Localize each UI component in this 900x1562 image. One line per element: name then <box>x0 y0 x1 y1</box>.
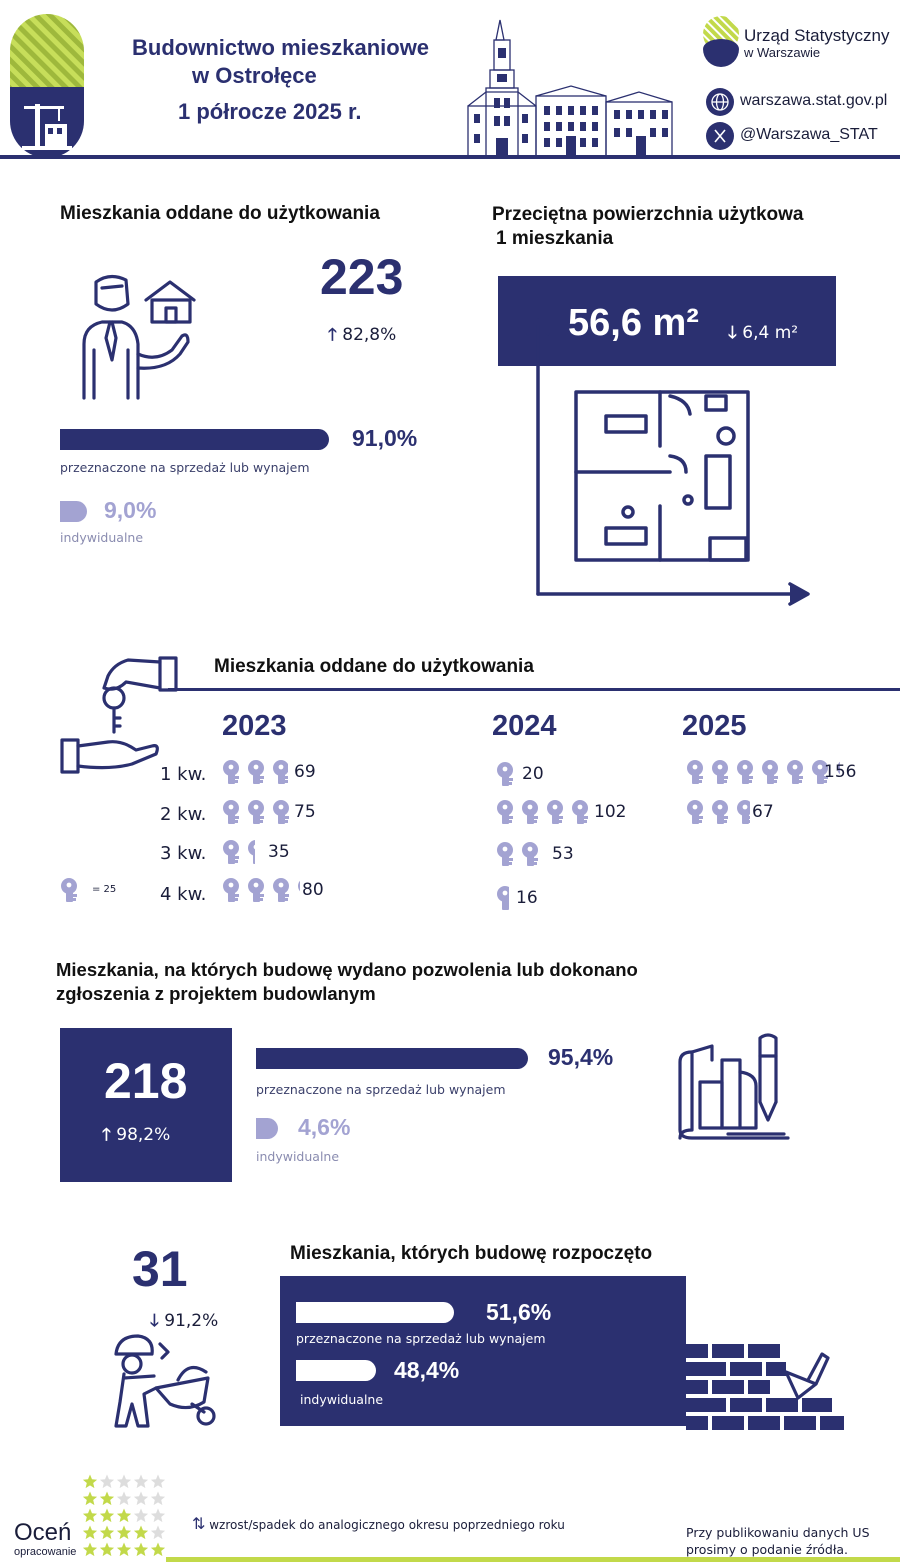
year-2024: 2024 <box>492 710 557 742</box>
source-note-line-1: Przy publikowaniu danych US <box>686 1525 870 1540</box>
keys-2023-q2 <box>220 800 295 826</box>
keys-2025-q2 <box>684 800 751 826</box>
permits-sale-label: przeznaczone na sprzedaż lub wynajem <box>256 1082 506 1097</box>
quarter-label-4: 4 kw. <box>160 884 207 905</box>
period: 1 półrocze 2025 r. <box>178 99 362 124</box>
completed-heading: Mieszkania oddane do użytkowania <box>60 203 380 224</box>
keys-2024-q3 <box>494 842 548 868</box>
value-2023-q4: 80 <box>302 880 324 900</box>
completed-sale-pct: 91,0% <box>352 425 418 451</box>
quarterly-heading: Mieszkania oddane do użytkowania <box>214 656 534 677</box>
worker-wheelbarrow-icon <box>108 1332 224 1430</box>
value-2023-q1: 69 <box>294 762 316 782</box>
website-link[interactable]: warszawa.stat.gov.pl <box>740 92 888 109</box>
avg-area-value: 56,6 m² <box>568 302 699 344</box>
arrow-down-icon: 🡓 <box>728 323 737 343</box>
keys-2024-q1 <box>494 762 514 788</box>
permits-change <box>102 1122 170 1151</box>
twitter-link[interactable]: @Warszawa_STAT <box>740 126 878 143</box>
org-name-line-2: w Warszawie <box>744 45 821 60</box>
floor-plan-icon <box>520 316 820 606</box>
keys-2024-q2 <box>494 800 597 826</box>
up-down-arrows-icon: ⇅ <box>192 1514 206 1533</box>
keys-2023-q4 <box>220 878 301 904</box>
keys-2024-q4 <box>494 886 510 912</box>
permits-heading <box>56 958 638 1006</box>
value-2025-q2: 67 <box>752 802 774 822</box>
completed-individual-pct: 9,0% <box>104 497 157 523</box>
year-2025: 2025 <box>682 710 747 742</box>
completed-sale-label: przeznaczone na sprzedaż lub wynajem <box>60 460 310 475</box>
value-2023-q3: 35 <box>268 842 290 862</box>
completed-individual-bar <box>60 501 87 522</box>
arrow-down-icon: 🡓 <box>150 1311 159 1331</box>
permits-sale-pct: 95,4% <box>548 1044 614 1070</box>
permits-sale-bar <box>256 1048 528 1069</box>
avg-area-change-value: 6,4 m² <box>742 323 799 343</box>
started-heading: Mieszkania, których budowę rozpoczęto <box>290 1243 653 1264</box>
avg-area-heading <box>492 203 803 251</box>
avg-area-heading-line-1: Przeciętna powierzchnia użytkowa <box>492 204 804 225</box>
arrow-up-icon: 🡑 <box>102 1125 111 1145</box>
started-individual-bar <box>296 1360 376 1381</box>
started-sale-label: przeznaczone na sprzedaż lub wynajem <box>296 1331 546 1346</box>
permits-individual-label: indywidualne <box>256 1149 340 1164</box>
source-note-line-2: prosimy o podanie źródła. <box>686 1542 849 1557</box>
permits-heading-line-1: Mieszkania, na których budowę wydano pozwolenia lub dokonano <box>56 959 638 980</box>
permits-individual-bar <box>256 1118 278 1139</box>
started-individual-label: indywidualne <box>300 1392 384 1407</box>
started-value: 31 <box>132 1241 188 1297</box>
change-legend <box>192 1514 565 1533</box>
header-divider <box>0 155 900 159</box>
org-name <box>744 26 890 60</box>
completed-individual-label: indywidualne <box>60 530 144 545</box>
value-2025-q1: 156 <box>824 762 857 782</box>
value-2024-q3: 53 <box>552 844 574 864</box>
key-legend-icon <box>58 878 83 904</box>
town-hall-icon <box>466 16 676 158</box>
crane-badge-icon <box>10 14 84 158</box>
org-logo-icon <box>700 16 742 70</box>
footer-bar <box>166 1557 900 1562</box>
rate-subtitle: opracowanie <box>14 1546 77 1558</box>
rate-title: Oceń <box>14 1519 72 1546</box>
quarterly-divider <box>168 688 900 691</box>
started-sale-pct: 51,6% <box>486 1299 552 1325</box>
title-line-1: Budownictwo mieszkaniowe <box>132 35 430 60</box>
completed-sale-bar <box>60 429 329 450</box>
permits-change-value: 98,2% <box>116 1125 171 1145</box>
value-2024-q2: 102 <box>594 802 627 822</box>
globe-icon <box>706 88 734 116</box>
value-2024-q4: 16 <box>516 888 538 908</box>
completed-change-value: 82,8% <box>342 325 397 345</box>
value-2023-q2: 75 <box>294 802 316 822</box>
started-individual-pct: 48,4% <box>394 1357 460 1383</box>
value-2024-q1: 20 <box>522 764 544 784</box>
arrow-up-icon: 🡑 <box>328 325 337 345</box>
quarter-label-1: 1 kw. <box>160 764 207 785</box>
quarter-label-2: 2 kw. <box>160 804 207 825</box>
header <box>0 0 900 160</box>
x-twitter-icon <box>706 122 734 150</box>
org-name-line-1: Urząd Statystyczny <box>744 26 890 45</box>
key-legend-text: = 25 <box>92 884 117 895</box>
year-2023: 2023 <box>222 710 287 742</box>
started-change-value: 91,2% <box>164 1311 219 1331</box>
keys-2023-q1 <box>220 760 289 786</box>
keys-2023-q3 <box>220 840 256 866</box>
page-title <box>132 34 452 90</box>
rate-link[interactable] <box>14 1520 76 1558</box>
keys-2025-q1 <box>684 760 841 786</box>
started-sale-bar <box>296 1302 454 1323</box>
quarter-label-3: 3 kw. <box>160 843 207 864</box>
title-line-2: w Ostrołęce <box>192 63 317 88</box>
brick-wall-trowel-icon <box>686 1340 846 1430</box>
rating-stars-icon[interactable] <box>82 1474 166 1558</box>
avg-area-heading-line-2: 1 mieszkania <box>496 228 614 249</box>
permits-heading-line-2: zgłoszenia z projektem budowlanym <box>56 983 376 1004</box>
blueprint-pencil-icon <box>676 1030 794 1142</box>
change-legend-text: wzrost/spadek do analogicznego okresu poprzedniego roku <box>209 1518 565 1532</box>
permits-individual-pct: 4,6% <box>298 1114 351 1140</box>
permits-value: 218 <box>104 1053 188 1109</box>
source-note <box>686 1524 870 1558</box>
completed-value: 223 <box>320 249 404 305</box>
agent-with-house-icon <box>76 270 206 400</box>
completed-change <box>328 322 396 351</box>
